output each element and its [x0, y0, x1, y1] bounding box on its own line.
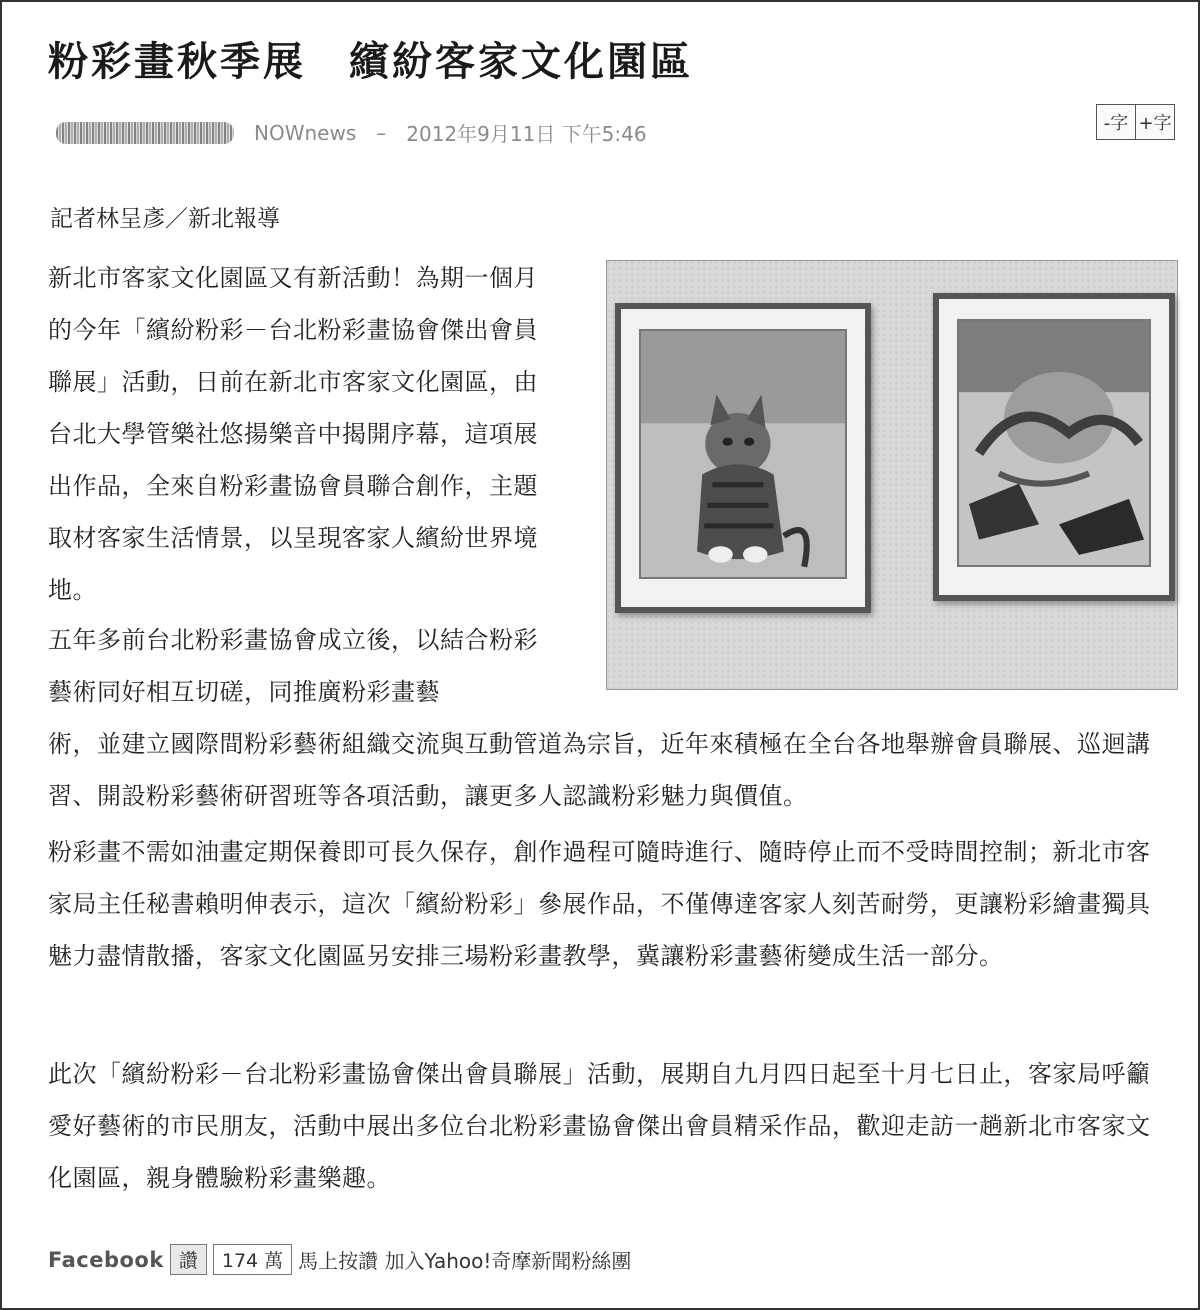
source-logo-icon [56, 122, 234, 144]
still-life-icon [959, 321, 1149, 565]
paragraph-2-rest: 術，並建立國際間粉彩藝術組織交流與互動管道為宗旨，近年來積極在全台各地舉辦會員聯展、巡迴講習、開設粉彩藝術研習班等各項活動，讓更多人認識粉彩魅力與價值。 [48, 730, 1151, 810]
cat-painting-left [615, 303, 871, 613]
font-size-tools [1096, 104, 1175, 140]
painting-mat-left [639, 329, 847, 579]
paragraph-3: 粉彩畫不需如油畫定期保養即可長久保存，創作過程可隨時進行、隨時停止而不受時間控制；新北市客家局主任秘書賴明伸表示，這次「繽紛粉彩」參展作品，不僅傳達客家人刻苦耐勞，更讓粉彩繪畫獨具魅力盡情散播，客家文化園區另安排三場粉彩畫教學，冀讓粉彩畫藝術變成生活一部分。 [48, 838, 1151, 970]
painting-mat-right [957, 319, 1151, 567]
paragraph-2 [48, 614, 1168, 822]
source-name: NOWnews [254, 120, 357, 145]
fan-page-link[interactable]: 馬上按讚 加入Yahoo!奇摩新聞粉絲團 [298, 1249, 632, 1273]
facebook-bar [48, 1244, 631, 1275]
like-button[interactable]: 讚 [170, 1244, 207, 1275]
font-increase-button[interactable]: +字 [1136, 104, 1175, 140]
facebook-brand: Facebook [48, 1247, 164, 1272]
byline [56, 118, 647, 147]
dash-separator: – [376, 120, 387, 145]
publish-datetime: 2012年9月11日 下午5:46 [406, 122, 647, 146]
article-title: 粉彩畫秋季展 繽紛客家文化園區 [48, 39, 693, 85]
cat-pastel-icon [641, 331, 845, 577]
painting-right [933, 293, 1175, 601]
font-decrease-button[interactable]: -字 [1096, 104, 1136, 140]
paragraph-4: 此次「繽紛粉彩－台北粉彩畫協會傑出會員聯展」活動，展期自九月四日起至十月七日止，客家局呼籲愛好藝術的市民朋友，活動中展出多位台北粉彩畫協會傑出會員精采作品，歡迎走訪一趟新北市客家文化園區，親身體驗粉彩畫樂趣。 [48, 1060, 1151, 1192]
reporter-line: 記者林呈彥／新北報導 [50, 206, 280, 232]
paragraph-2-lead: 五年多前台北粉彩畫協會成立後，以結合粉彩藝術同好相互切磋，同推廣粉彩畫藝 [48, 626, 538, 706]
paragraph-1: 新北市客家文化園區又有新活動！為期一個月的今年「繽紛粉彩－台北粉彩畫協會傑出會員聯展」活動，日前在新北市客家文化園區，由台北大學管樂社悠揚樂音中揭開序幕，這項展出作品，全來自粉彩畫協會員聯合創作，主題取材客家生活情景，以呈現客家人繽紛世界境地。 [48, 264, 538, 604]
like-count: 174 萬 [213, 1244, 292, 1275]
